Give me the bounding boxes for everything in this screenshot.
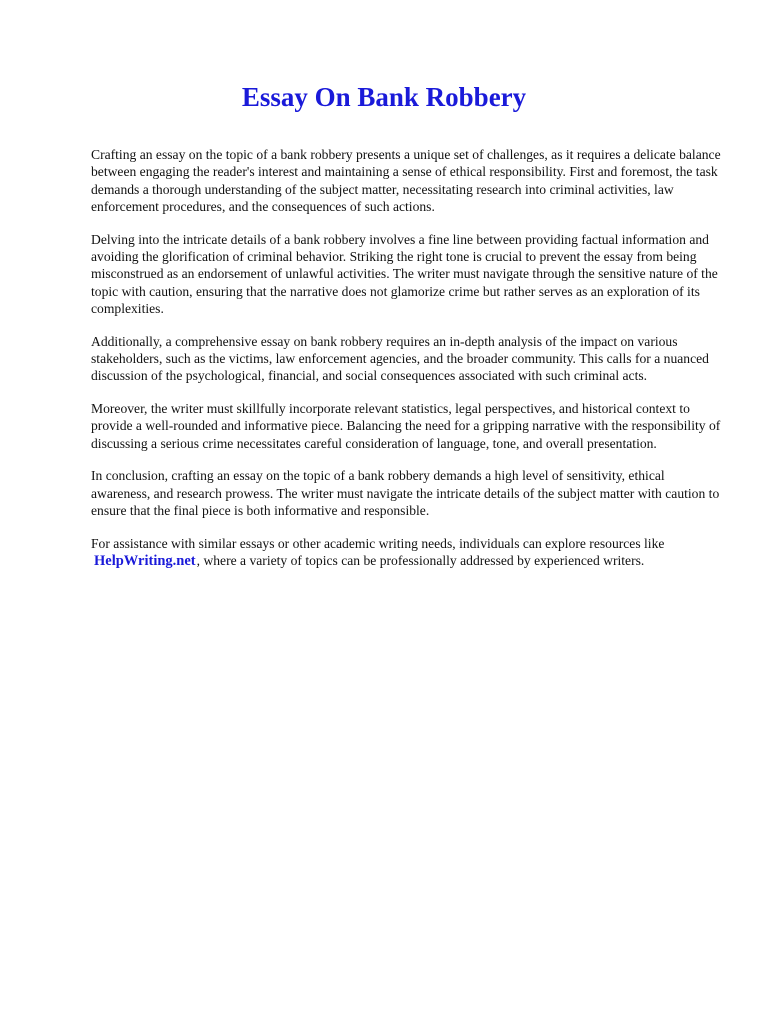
paragraph-3: Additionally, a comprehensive essay on bank robbery requires an in-depth analysis of the impact on various stakeholders, such as the victims, law enforcement agencies, and the broader community. This calls for a nuanced discussion of the psychological, financial, and social consequences associated with such criminal acts. bbox=[91, 333, 709, 384]
document-title: Essay On Bank Robbery bbox=[241, 82, 527, 112]
helpwriting-link[interactable]: HelpWriting.net bbox=[94, 553, 196, 570]
closing-text-after-link: , where a variety of topics can be professionally addressed by experienced writers. bbox=[196, 553, 645, 569]
paragraph-4: Moreover, the writer must skillfully incorporate relevant statistics, legal perspectives, and historical context to provide a well-rounded and informative piece. Balancing the need for a gripping narrative with the responsibility of discussing a serious crime necessitates careful consideration of language, tone, and overall presentation. bbox=[91, 401, 721, 451]
paragraph-5: In conclusion, crafting an essay on the topic of a bank robbery demands a high level of sensitivity, ethical awareness, and research prowess. The writer must navigate the intricate details of the subject matter with caution to ensure that the final piece is both informative and responsible. bbox=[91, 468, 720, 519]
paragraph-2: Delving into the intricate details of a bank robbery involves a fine line between providing factual information and avoiding the glorification of criminal behavior. Striking the right tone is crucial to prevent the essay from being misconstrued as an endorsement of unlawful activities. The writer must navigate through the sensitive nature of the topic with caution, ensuring that the narrative does not glamorize crime but rather serves as an exploration of its complexities. bbox=[91, 231, 718, 316]
document-body bbox=[91, 146, 721, 586]
closing-text-before-link: For assistance with similar essays or other academic writing needs, individuals can explore resources like bbox=[91, 535, 665, 551]
closing-paragraph bbox=[91, 535, 721, 571]
paragraph-1: Crafting an essay on the topic of a bank robbery presents a unique set of challenges, as it requires a delicate balance between engaging the reader's interest and maintaining a sense of ethical responsibility. First and foremost, the task demands a thorough understanding of the subject matter, necessitating research into criminal activities, law enforcement procedures, and the consequences of such actions. bbox=[91, 147, 721, 214]
